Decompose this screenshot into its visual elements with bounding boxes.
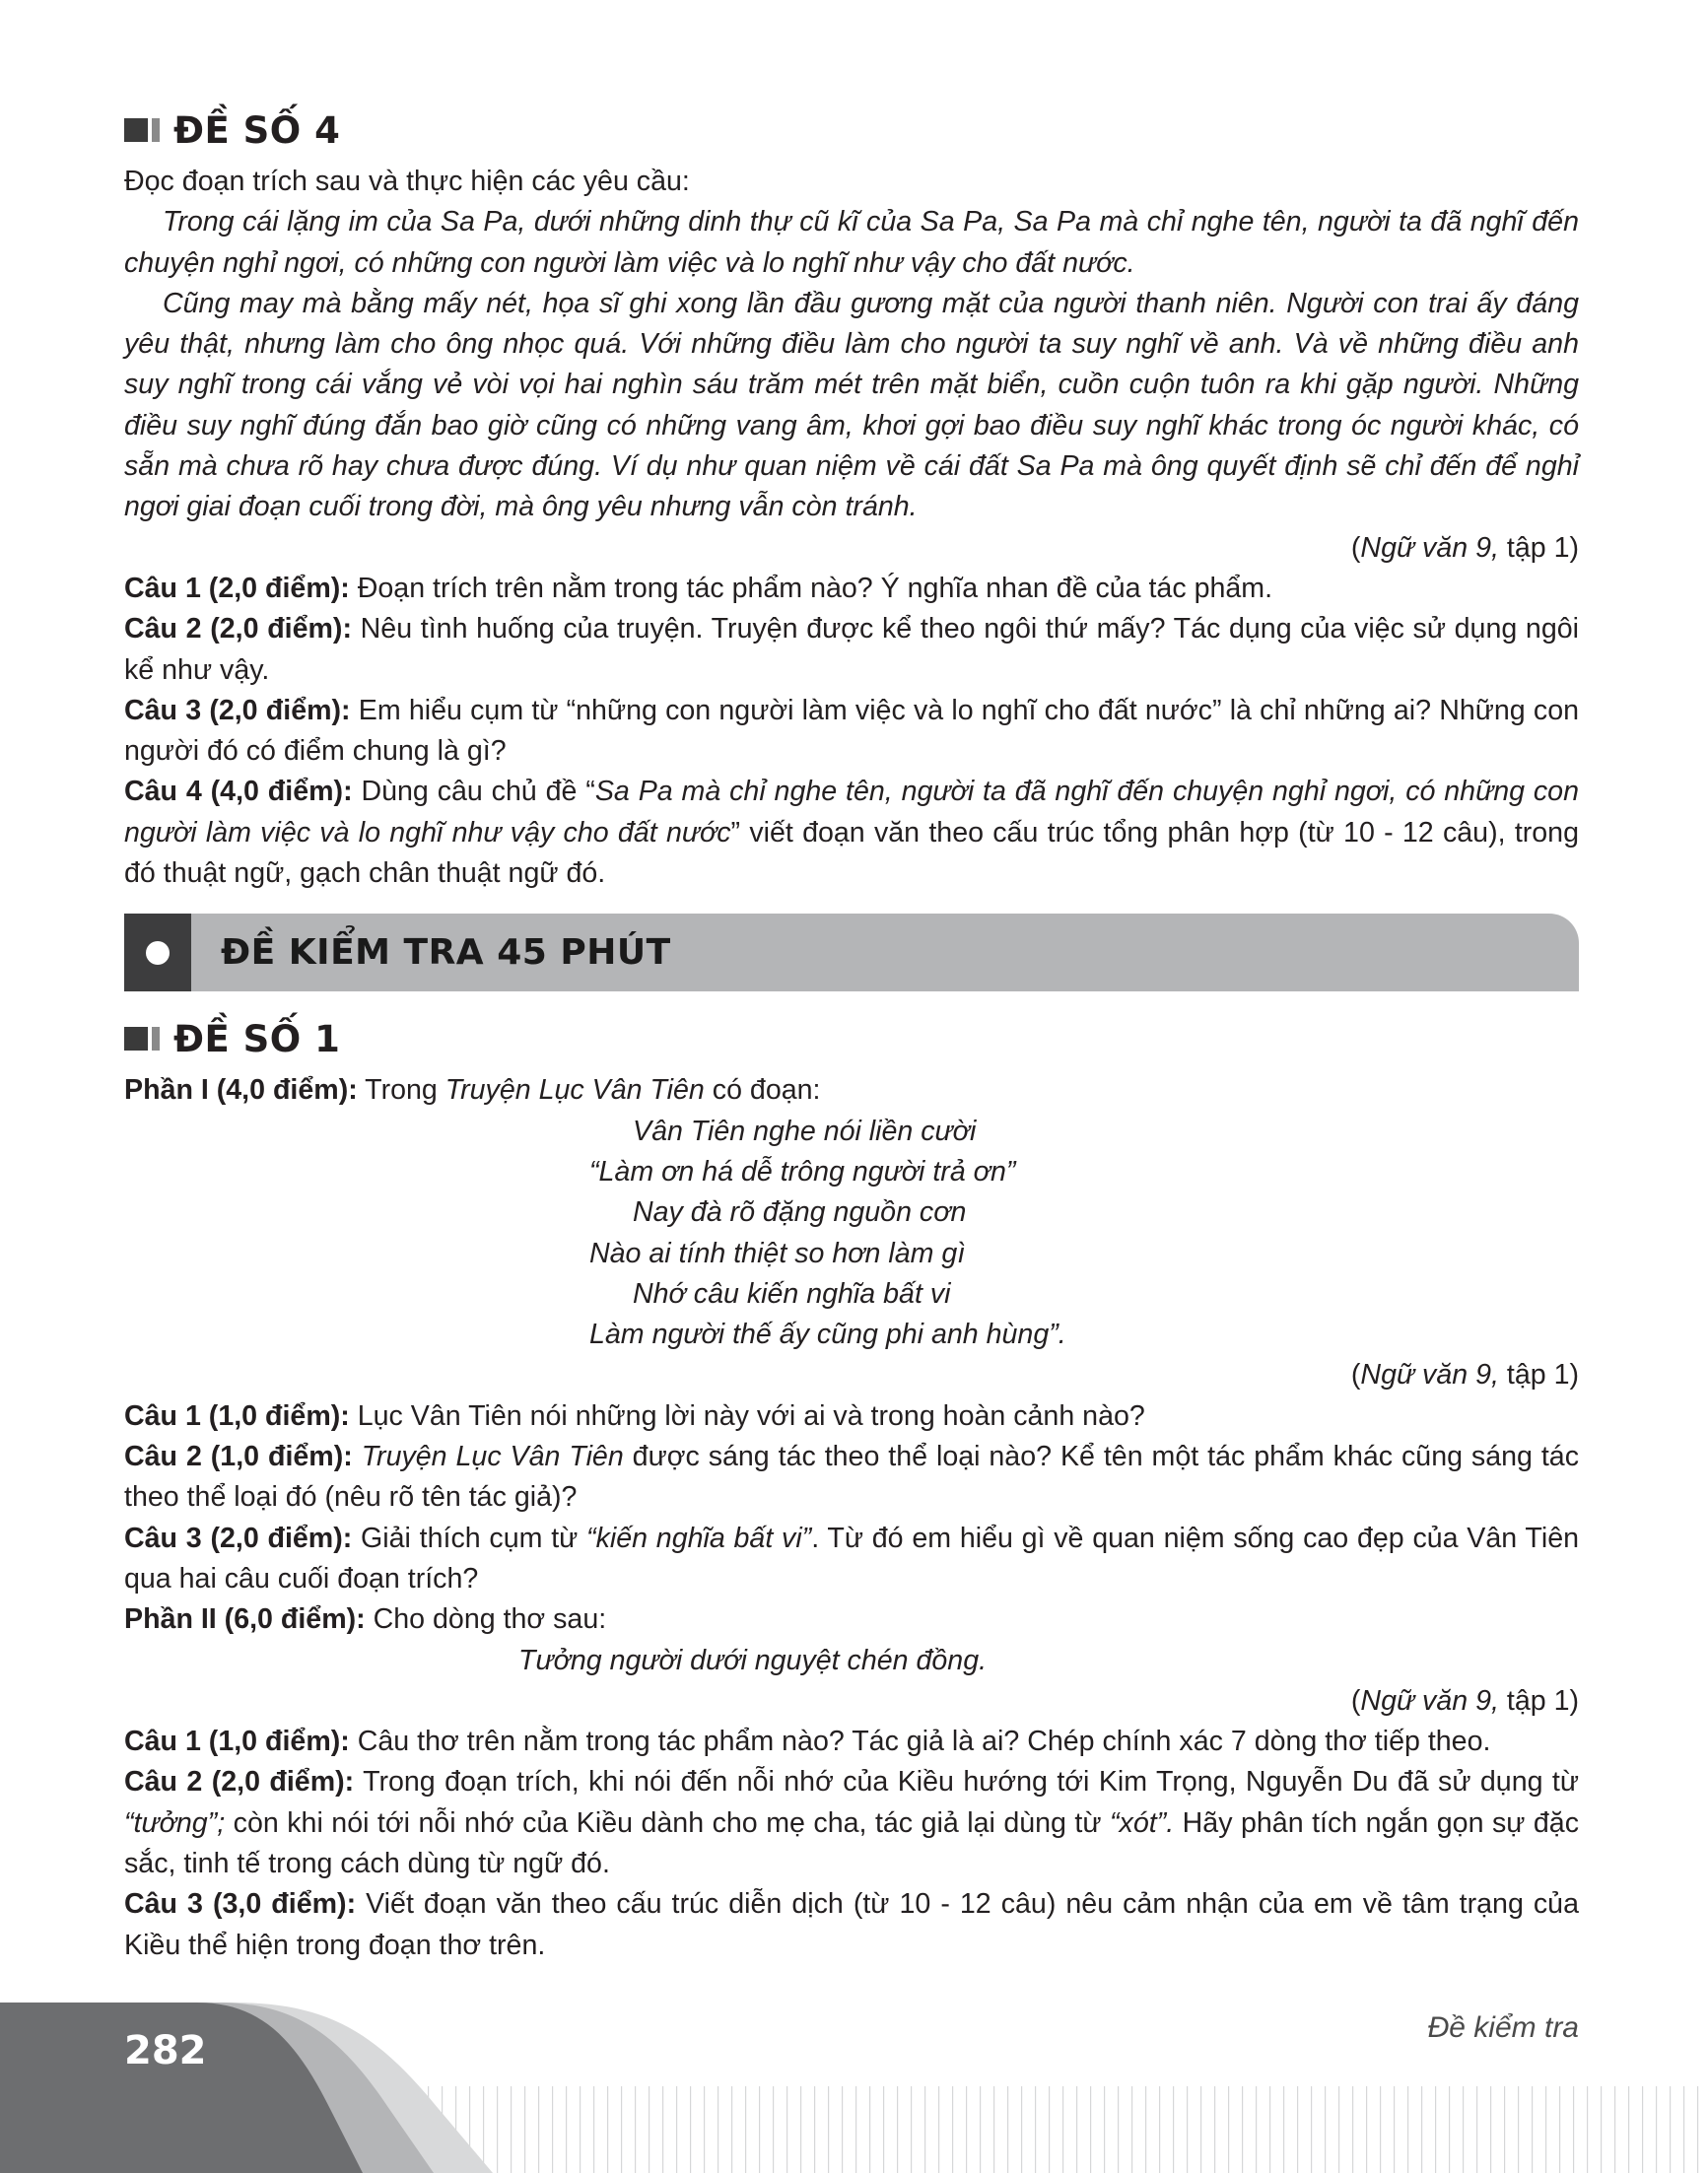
- poem-line: Vân Tiên nghe nói liền cười: [633, 1115, 977, 1147]
- exam-4-question-2: Câu 2 (2,0 điểm): Nêu tình huống của truyện. Truyện được kể theo ngôi thứ mấy? Tác dụng của việc sử dụng ngôi kể như vậy.: [124, 613, 1579, 686]
- excerpt-paragraph-1: Trong cái lặng im của Sa Pa, dưới những dinh thự cũ kĩ của Sa Pa, Sa Pa mà chỉ nghe tên, người ta đã nghĩ đến chuyện nghỉ ngơi, có những con người làm việc và lo nghĩ như vậy cho đất nước.: [124, 206, 1579, 279]
- poem-line: Làm người thế ấy cũng phi anh hùng”.: [589, 1319, 1066, 1351]
- exam-4-question-4: Câu 4 (4,0 điểm): Dùng câu chủ đề “Sa Pa mà chỉ nghe tên, người ta đã nghĩ đến chuyện nghỉ ngơi, có những con người làm việc và lo nghĩ như vậy cho đất nước” viết đoạn văn theo cấu trúc tổng phân hợp (từ 10 - 12 câu), trong đó thuật ngữ, gạch chân thuật ngữ đó.: [124, 776, 1579, 890]
- part-2-question-2: Câu 2 (2,0 điểm): Trong đoạn trích, khi nói đến nỗi nhớ của Kiều hướng tới Kim Trọng, Nguyễn Du đã sử dụng từ “tưởng”; còn khi nói tới nỗi nhớ của Kiều dành cho mẹ cha, tác giả lại dùng từ “xót”. Hãy phân tích ngắn gọn sự đặc sắc, tinh tế trong cách dùng từ ngữ đó.: [124, 1766, 1580, 1879]
- part-2-question-1: Câu 1 (1,0 điểm): Câu thơ trên nằm trong tác phẩm nào? Tác giả là ai? Chép chính xác 7 dòng thơ tiếp theo.: [124, 1726, 1491, 1758]
- part-1-question-1: Câu 1 (1,0 điểm): Lục Vân Tiên nói những lời này với ai và trong hoàn cảnh nào?: [124, 1399, 1145, 1432]
- verse-text: Tưởng người dưới nguyệt chén đồng.: [518, 1644, 988, 1676]
- excerpt-source: (Ngữ văn 9, tập 1): [1350, 531, 1579, 564]
- poem-line: Nay đà rõ đặng nguồn cơn: [633, 1196, 967, 1229]
- verse-source: (Ngữ văn 9, tập 1): [1350, 1684, 1579, 1717]
- part-1-question-2: Câu 2 (1,0 điểm): Truyện Lục Vân Tiên được sáng tác theo thể loại nào? Kể tên một tác phẩm khác cũng sáng tác theo thể loại đó (nêu rõ tên tác giả)?: [124, 1441, 1580, 1514]
- banner-title: ĐỀ KIỂM TRA 45 PHÚT: [221, 932, 671, 974]
- exam-4-question-1: Câu 1 (2,0 điểm): Đoạn trích trên nằm trong tác phẩm nào? Ý nghĩa nhan đề của tác phẩm.: [124, 572, 1273, 604]
- poem-line: Nhớ câu kiến nghĩa bất vi: [633, 1277, 951, 1310]
- footer-stripes: [375, 2086, 1708, 2173]
- exam-1-title: ĐỀ SỐ 1: [173, 1017, 341, 1060]
- footer-section-title: Đề kiểm tra: [1427, 2011, 1579, 2044]
- part-2-prompt: Phần II (6,0 điểm): Cho dòng thơ sau:: [124, 1603, 607, 1636]
- poem-line: “Làm ơn há dễ trông người trả ơn”: [589, 1155, 1016, 1188]
- poem-line: Nào ai tính thiệt so hơn làm gì: [589, 1237, 966, 1269]
- page-number: 282: [124, 2028, 207, 2073]
- exam-4-question-3: Câu 3 (2,0 điểm): Em hiểu cụm từ “những con người làm việc và lo nghĩ cho đất nước” là chỉ những ai? Những con người đó có điểm chung là gì?: [124, 694, 1580, 768]
- part-1-question-3: Câu 3 (2,0 điểm): Giải thích cụm từ “kiến nghĩa bất vi”. Từ đó em hiểu gì về quan niệm sống cao đẹp của Vân Tiên qua hai câu cuối đoạn trích?: [124, 1522, 1579, 1595]
- excerpt-paragraph-2: Cũng may mà bằng mấy nét, họa sĩ ghi xong lần đầu gương mặt của người thanh niên. Người con trai ấy đáng yêu thật, nhưng làm cho ông nhọc quá. Với những điều làm cho người ta suy nghĩ về anh. Và về những điều anh suy nghĩ trong cái vắng vẻ vòi vọi hai nghìn sáu trăm mét trên mặt biển, cuồn cuộn tuôn ra khi gặp người. Những điều suy nghĩ đúng đắn bao giờ cũng có những vang âm, khơi gợi bao điều suy nghĩ khác trong óc người khác, có sẵn mà chưa rõ hay chưa được đúng. Ví dụ như quan niệm về cái đất Sa Pa mà ông quyết định sẽ chỉ đến để nghỉ ngơi giai đoạn cuối trong đời, mà ông yêu nhưng vẫn còn tránh.: [124, 287, 1579, 523]
- exam-4-intro: Đọc đoạn trích sau và thực hiện các yêu cầu:: [124, 166, 690, 197]
- poem-source: (Ngữ văn 9, tập 1): [1350, 1359, 1579, 1392]
- part-2-question-3: Câu 3 (3,0 điểm): Viết đoạn văn theo cấu trúc diễn dịch (từ 10 - 12 câu) nêu cảm nhận của em về tâm trạng của Kiều thể hiện trong đoạn thơ trên.: [124, 1888, 1579, 1961]
- exam-4-title: ĐỀ SỐ 4: [173, 108, 341, 152]
- part-1-prompt: Phần I (4,0 điểm): Trong Truyện Lục Vân Tiên có đoạn:: [124, 1074, 821, 1107]
